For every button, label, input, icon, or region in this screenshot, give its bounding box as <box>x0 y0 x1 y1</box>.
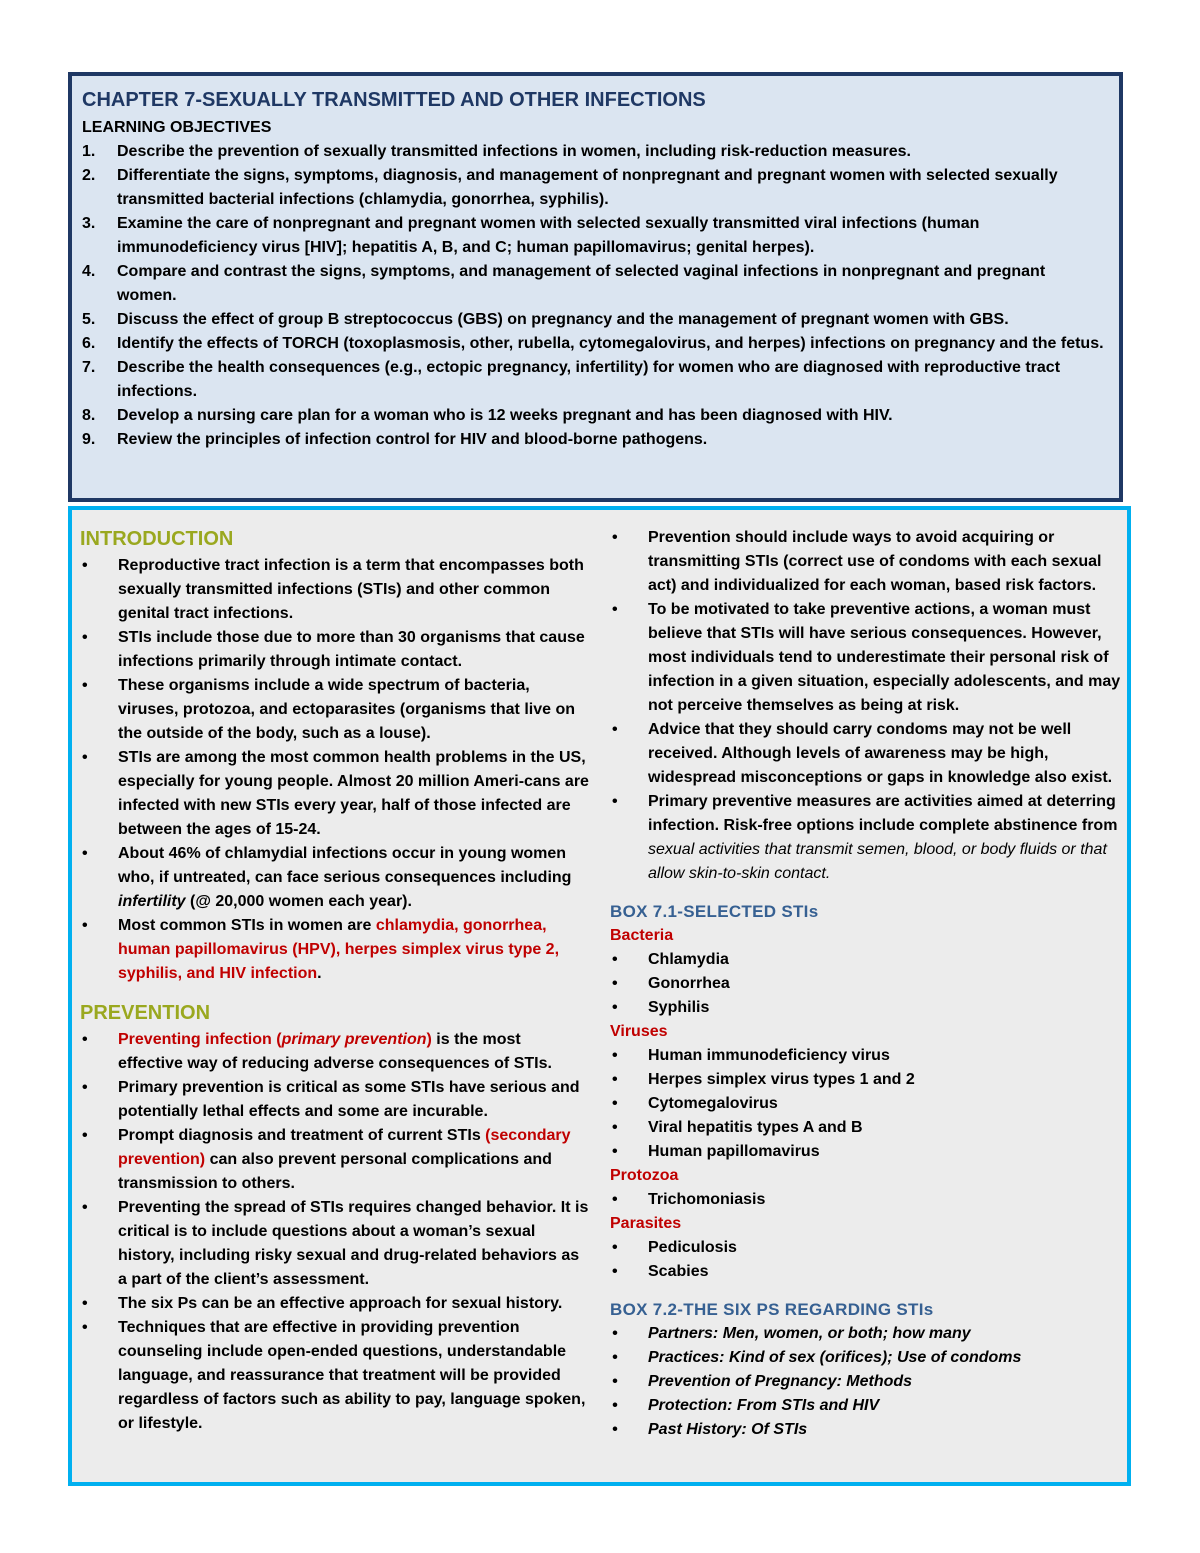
list-item: • Prevention should include ways to avoid acquiring or transmitting STIs (correct use of condoms with each sexual act) and individualized for each woman, based risk factors. <box>610 526 1122 598</box>
list-item: • Primary preventive measures are activities aimed at deterring infection. Risk-free options include complete abstinence from sexual activities that transmit semen, blood, or body fluids or that allow skin-to-skin contact. <box>610 790 1122 886</box>
list-item: • Preventing the spread of STIs requires changed behavior. It is critical is to include questions about a woman’s sexual history, including risky sexual and drug-related behaviors as a part of the client’s assessment. <box>80 1196 590 1292</box>
objective-item: 2. Differentiate the signs, symptoms, diagnosis, and management of nonpregnant and pregnant women with selected sexually transmitted bacterial infections (chlamydia, gonorrhea, syphilis). <box>82 167 1058 208</box>
prevention-continued-list <box>610 526 1122 886</box>
list-item: • Primary prevention is critical as some STIs have serious and potentially lethal effects and some are incurable. <box>80 1076 590 1124</box>
box-7-2-heading: BOX 7.2-THE SIX PS REGARDING STIs <box>610 1300 934 1319</box>
prevention-heading: PREVENTION <box>80 1002 211 1024</box>
objective-item: 9. Review the principles of infection control for HIV and blood-borne pathogens. <box>82 431 708 448</box>
list-item: • Pediculosis <box>610 1236 1122 1260</box>
parasites-label: Parasites <box>610 1215 682 1232</box>
learning-objectives-box <box>68 72 1123 502</box>
learning-objectives-heading: LEARNING OBJECTIVES <box>82 119 272 136</box>
list-item: • Chlamydia <box>610 948 1122 972</box>
list-item: • Viral hepatitis types A and B <box>610 1116 1122 1140</box>
learning-objectives-list <box>82 140 1107 452</box>
list-item: • Cytomegalovirus <box>610 1092 1122 1116</box>
list-item: • Techniques that are effective in providing prevention counseling include open-ended questions, understandable language, and reassurance that treatment will be provided regardless of factors such as ability to pay, language spoken, or lifestyle. <box>80 1316 590 1436</box>
chapter-title: CHAPTER 7-SEXUALLY TRANSMITTED AND OTHER INFECTIONS <box>82 89 706 111</box>
introduction-list <box>80 554 590 986</box>
objective-item: 5. Discuss the effect of group B streptococcus (GBS) on pregnancy and the management of pregnant women with GBS. <box>82 311 1009 328</box>
left-column <box>80 526 590 1436</box>
list-item: • Partners: Men, women, or both; how many <box>610 1322 1122 1346</box>
objective-item: 7. Describe the health consequences (e.g., ectopic pregnancy, infertility) for women who are diagnosed with reproductive tract infections. <box>82 359 1061 400</box>
list-item: • The six Ps can be an effective approach for sexual history. <box>80 1292 590 1316</box>
list-item: • Prevention of Pregnancy: Methods <box>610 1370 1122 1394</box>
list-item: • Trichomoniasis <box>610 1188 1122 1212</box>
right-column <box>610 526 1122 1442</box>
six-ps-list <box>610 1322 1122 1442</box>
list-item: • These organisms include a wide spectrum of bacteria, viruses, protozoa, and ectoparasites (organisms that live on the outside of the body, such as a louse). <box>80 674 590 746</box>
bacteria-label: Bacteria <box>610 927 674 944</box>
viruses-label: Viruses <box>610 1023 668 1040</box>
list-item: • STIs include those due to more than 30 organisms that cause infections primarily through intimate contact. <box>80 626 590 674</box>
list-item: • Practices: Kind of sex (orifices); Use of condoms <box>610 1346 1122 1370</box>
list-item: • Gonorrhea <box>610 972 1122 996</box>
list-item: • Human immunodeficiency virus <box>610 1044 1122 1068</box>
list-item: • Past History: Of STIs <box>610 1418 1122 1442</box>
objective-item: 1. Describe the prevention of sexually transmitted infections in women, including risk-reduction measures. <box>82 143 911 160</box>
protozoa-label: Protozoa <box>610 1167 679 1184</box>
objective-item: 8. Develop a nursing care plan for a woman who is 12 weeks pregnant and has been diagnosed with HIV. <box>82 407 893 424</box>
list-item: • Syphilis <box>610 996 1122 1020</box>
box-7-1-heading: BOX 7.1-SELECTED STIs <box>610 902 819 921</box>
prevention-list <box>80 1028 590 1436</box>
bacteria-list <box>610 948 1122 1020</box>
list-item: • To be motivated to take preventive actions, a woman must believe that STIs will have serious consequences. However, most individuals tend to underestimate their personal risk of infection in a given situation, especially adolescents, and may not perceive themselves as being at risk. <box>610 598 1122 718</box>
objective-item: 4. Compare and contrast the signs, symptoms, and management of selected vaginal infections in nonpregnant and pregnant women. <box>82 263 1046 304</box>
content-box <box>68 506 1131 1486</box>
list-item: • STIs are among the most common health problems in the US, especially for young people. Almost 20 million Ameri-cans are infected with new STIs every year, half of those infected are between the ages of 15-24. <box>80 746 590 842</box>
objective-item: 6. Identify the effects of TORCH (toxoplasmosis, other, rubella, cytomegalovirus, and herpes) infections on pregnancy and the fetus. <box>82 335 1104 352</box>
introduction-heading: INTRODUCTION <box>80 528 234 550</box>
list-item: • Reproductive tract infection is a term that encompasses both sexually transmitted infections (STIs) and other common genital tract infections. <box>80 554 590 626</box>
list-item: • Herpes simplex virus types 1 and 2 <box>610 1068 1122 1092</box>
list-item: • About 46% of chlamydial infections occur in young women who, if untreated, can face serious consequences including infertility (@ 20,000 women each year). <box>80 842 590 914</box>
list-item: • Scabies <box>610 1260 1122 1284</box>
list-item: • Prompt diagnosis and treatment of current STIs (secondary prevention) can also prevent personal complications and transmission to others. <box>80 1124 590 1196</box>
viruses-list <box>610 1044 1122 1164</box>
list-item: • Preventing infection (primary prevention) is the most effective way of reducing adverse consequences of STIs. <box>80 1028 590 1076</box>
list-item: • Most common STIs in women are chlamydia, gonorrhea, human papillomavirus (HPV), herpes simplex virus type 2, syphilis, and HIV infection. <box>80 914 590 986</box>
list-item: • Protection: From STIs and HIV <box>610 1394 1122 1418</box>
list-item: • Human papillomavirus <box>610 1140 1122 1164</box>
list-item: • Advice that they should carry condoms may not be well received. Although levels of awareness may be high, widespread misconceptions or gaps in knowledge also exist. <box>610 718 1122 790</box>
parasites-list <box>610 1236 1122 1284</box>
objective-item: 3. Examine the care of nonpregnant and pregnant women with selected sexually transmitted viral infections (human immunodeficiency virus [HIV]; hepatitis A, B, and C; human papillomavirus; genital herpes). <box>82 215 980 256</box>
protozoa-list <box>610 1188 1122 1212</box>
